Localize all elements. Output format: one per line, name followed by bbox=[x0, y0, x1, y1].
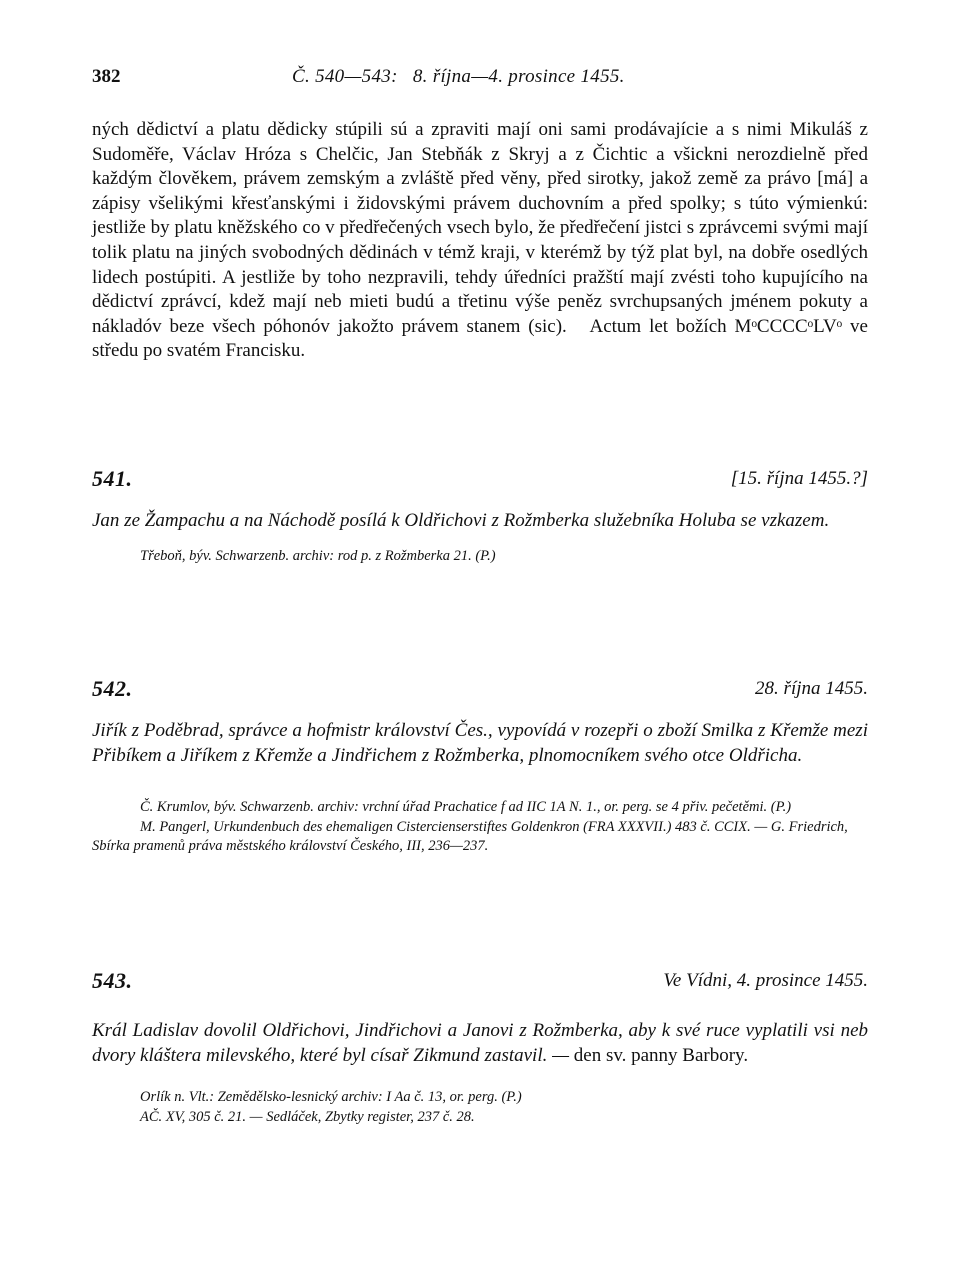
entry-number: 543. bbox=[92, 968, 133, 993]
entry-543 bbox=[92, 968, 868, 1127]
entry-date: [15. října 1455.?] bbox=[730, 468, 868, 489]
page-number: 382 bbox=[92, 66, 121, 87]
entry-542 bbox=[92, 676, 868, 857]
source-line: Č. Krumlov, býv. Schwarzenb. archiv: vrchní úřad Prachatice f ad IIC 1A N. 1., or. perg. se 4 přiv. pečetěmi. (P.) bbox=[140, 799, 792, 815]
regest-text: Král Ladislav dovolil Oldřichovi, Jindřichovi a Janovi z Rožmberka, aby k své ruce vyplatili vsi neb dvory kláštera milevského, které byl císař Zikmund zastavil. — bbox=[92, 1020, 868, 1066]
entry-date: 28. října 1455. bbox=[755, 678, 868, 699]
source-line: Orlík n. Vlt.: Zemědělsko-lesnický archiv: I Aa č. 13, or. perg. (P.) bbox=[140, 1089, 522, 1105]
entry-sources bbox=[92, 798, 868, 857]
entry-number: 542. bbox=[92, 676, 133, 701]
source-line: AČ. XV, 305 č. 21. — Sedláček, Zbytky register, 237 č. 28. bbox=[140, 1108, 475, 1125]
source-line: M. Pangerl, Urkundenbuch des ehemaligen Cistercienserstiftes Goldenkron (FRA XXXVII.) 483 č. CCIX. — G. Friedrich, Sbírka pramenů práva městského království Českého, III, 236—237. bbox=[92, 818, 848, 854]
entry-regest bbox=[92, 718, 868, 768]
entry-sources bbox=[92, 1088, 868, 1127]
entry-header bbox=[92, 466, 868, 496]
entry-date: Ve Vídni, 4. prosince 1455. bbox=[663, 970, 868, 991]
entry-header bbox=[92, 676, 868, 706]
entry-sources bbox=[92, 547, 868, 567]
regest-text: Jiřík z Poděbrad, správce a hofmistr království Čes., vypovídá v rozepři o zboží Smilka z Křemže mezi Přibíkem a Jiříkem z Křemže a Jindřichem z Rožmberka, plnomocníkem svého otce Oldřicha. bbox=[92, 720, 868, 766]
continued-paragraph: ných dědictví a platu dědicky stúpili sú a zpraviti mají oni sami prodávajície a s nimi Mikuláš z Sudoměře, Václav Hróza s Chelčic, Jan Stebňák z Skryj a z Čichtic a všickni nerozdielně před každým člověkem, právem zemským a zvláště před věny, před sirotky, jakož země za právo [má] a zápisy všelikými křesťanskými i židovskými právem duchovním a před spolky; s túto výmienkú: jestliže by platu kněžského co v předřečených vsech bylo, že předřečení jistci s zprávcemi svými mají tolik platu na jiných svobodných dědinách v témž kraji, v kterémž by týž plat byl, na dobře osedlých lidech postúpiti. A jestliže by toho nezpravili, tehdy úředníci pražští mají zvésti toho kupujícího na dědictví zprávcí, kdež mají neb mieti budú a třetinu výše peněz svrchupsaných jménem pokuty a nákladóv beze všech póhonóv jakožto právem stanem (sic). Actum let božích MᵒCCCCᵒLVᵒ ve středu po svatém Francisku. bbox=[92, 119, 873, 362]
regest-dating: den sv. panny Barbory. bbox=[573, 1045, 749, 1066]
source-line: Třeboň, býv. Schwarzenb. archiv: rod p. z Rožmberka 21. (P.) bbox=[140, 548, 496, 564]
entry-541 bbox=[92, 466, 868, 567]
regest-text: Jan ze Žampachu a na Náchodě posílá k Oldřichovi z Rožmberka služebníka Holuba se vzkazem. bbox=[92, 510, 830, 531]
entry-header bbox=[92, 968, 868, 998]
running-head: Č. 540—543: 8. října—4. prosince 1455. bbox=[292, 66, 625, 87]
entry-regest bbox=[92, 1018, 868, 1068]
entry-number: 541. bbox=[92, 466, 133, 491]
entry-regest bbox=[92, 508, 868, 533]
page-header bbox=[92, 66, 868, 96]
